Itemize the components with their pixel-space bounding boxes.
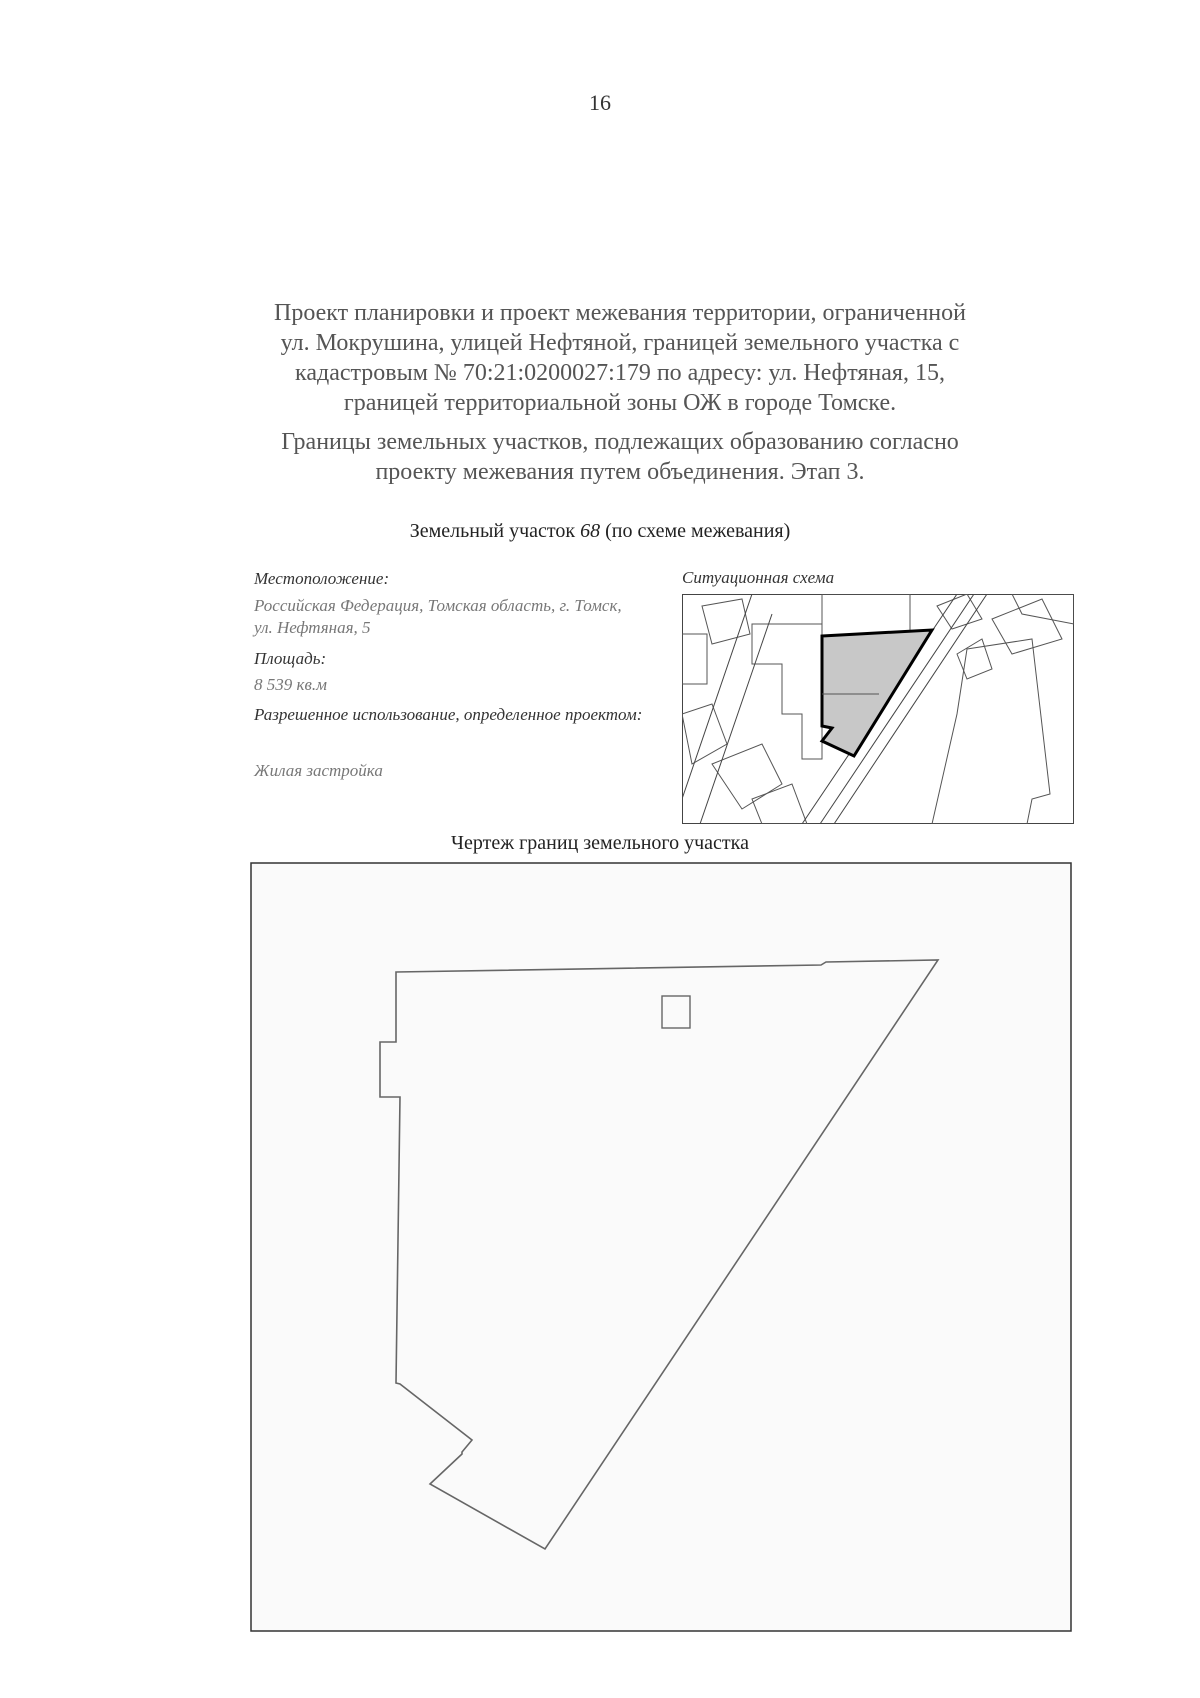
plot-heading-prefix: Земельный участок (409, 520, 576, 542)
project-title-line: кадастровым № 70:21:0200027:179 по адресу: ул. Нефтяная, 15, (295, 360, 945, 386)
area-label: Площадь: (254, 649, 327, 668)
plot-heading-suffix: (по схеме межевания) (605, 520, 791, 542)
boundary-drawing (250, 862, 1072, 1632)
situation-scheme-map (682, 594, 1074, 824)
project-title-line: ул. Мокрушина, улицей Нефтяной, границей земельного участка с (280, 330, 960, 356)
project-title-line: Проект планировки и проект межевания территории, ограниченной (273, 300, 966, 326)
subtitle-line: Границы земельных участков, подлежащих образованию согласно (281, 429, 959, 455)
project-title (240, 298, 1000, 418)
location-value: Российская Федерация, Томская область, г. Томск, ул. Нефтяная, 5 (254, 596, 622, 637)
plot-number: 68 (580, 520, 601, 542)
subtitle (240, 427, 1000, 487)
location-label: Местоположение: (254, 569, 390, 588)
area-value: 8 539 кв.м (254, 675, 327, 694)
drawing-heading: Чертеж границ земельного участка (451, 832, 749, 854)
drawing-frame (251, 863, 1071, 1631)
situation-scheme-caption: Ситуационная схема (682, 568, 835, 587)
permitted-use-label: Разрешенное использование, определенное проектом: (254, 705, 643, 724)
project-title-line: границей территориальной зоны ОЖ в городе Томске. (343, 390, 897, 416)
page-number: 16 (589, 90, 611, 115)
subtitle-line: проекту межевания путем объединения. Этап 3. (375, 459, 865, 485)
plot-heading (0, 520, 1200, 543)
permitted-use-value: Жилая застройка (254, 761, 383, 780)
